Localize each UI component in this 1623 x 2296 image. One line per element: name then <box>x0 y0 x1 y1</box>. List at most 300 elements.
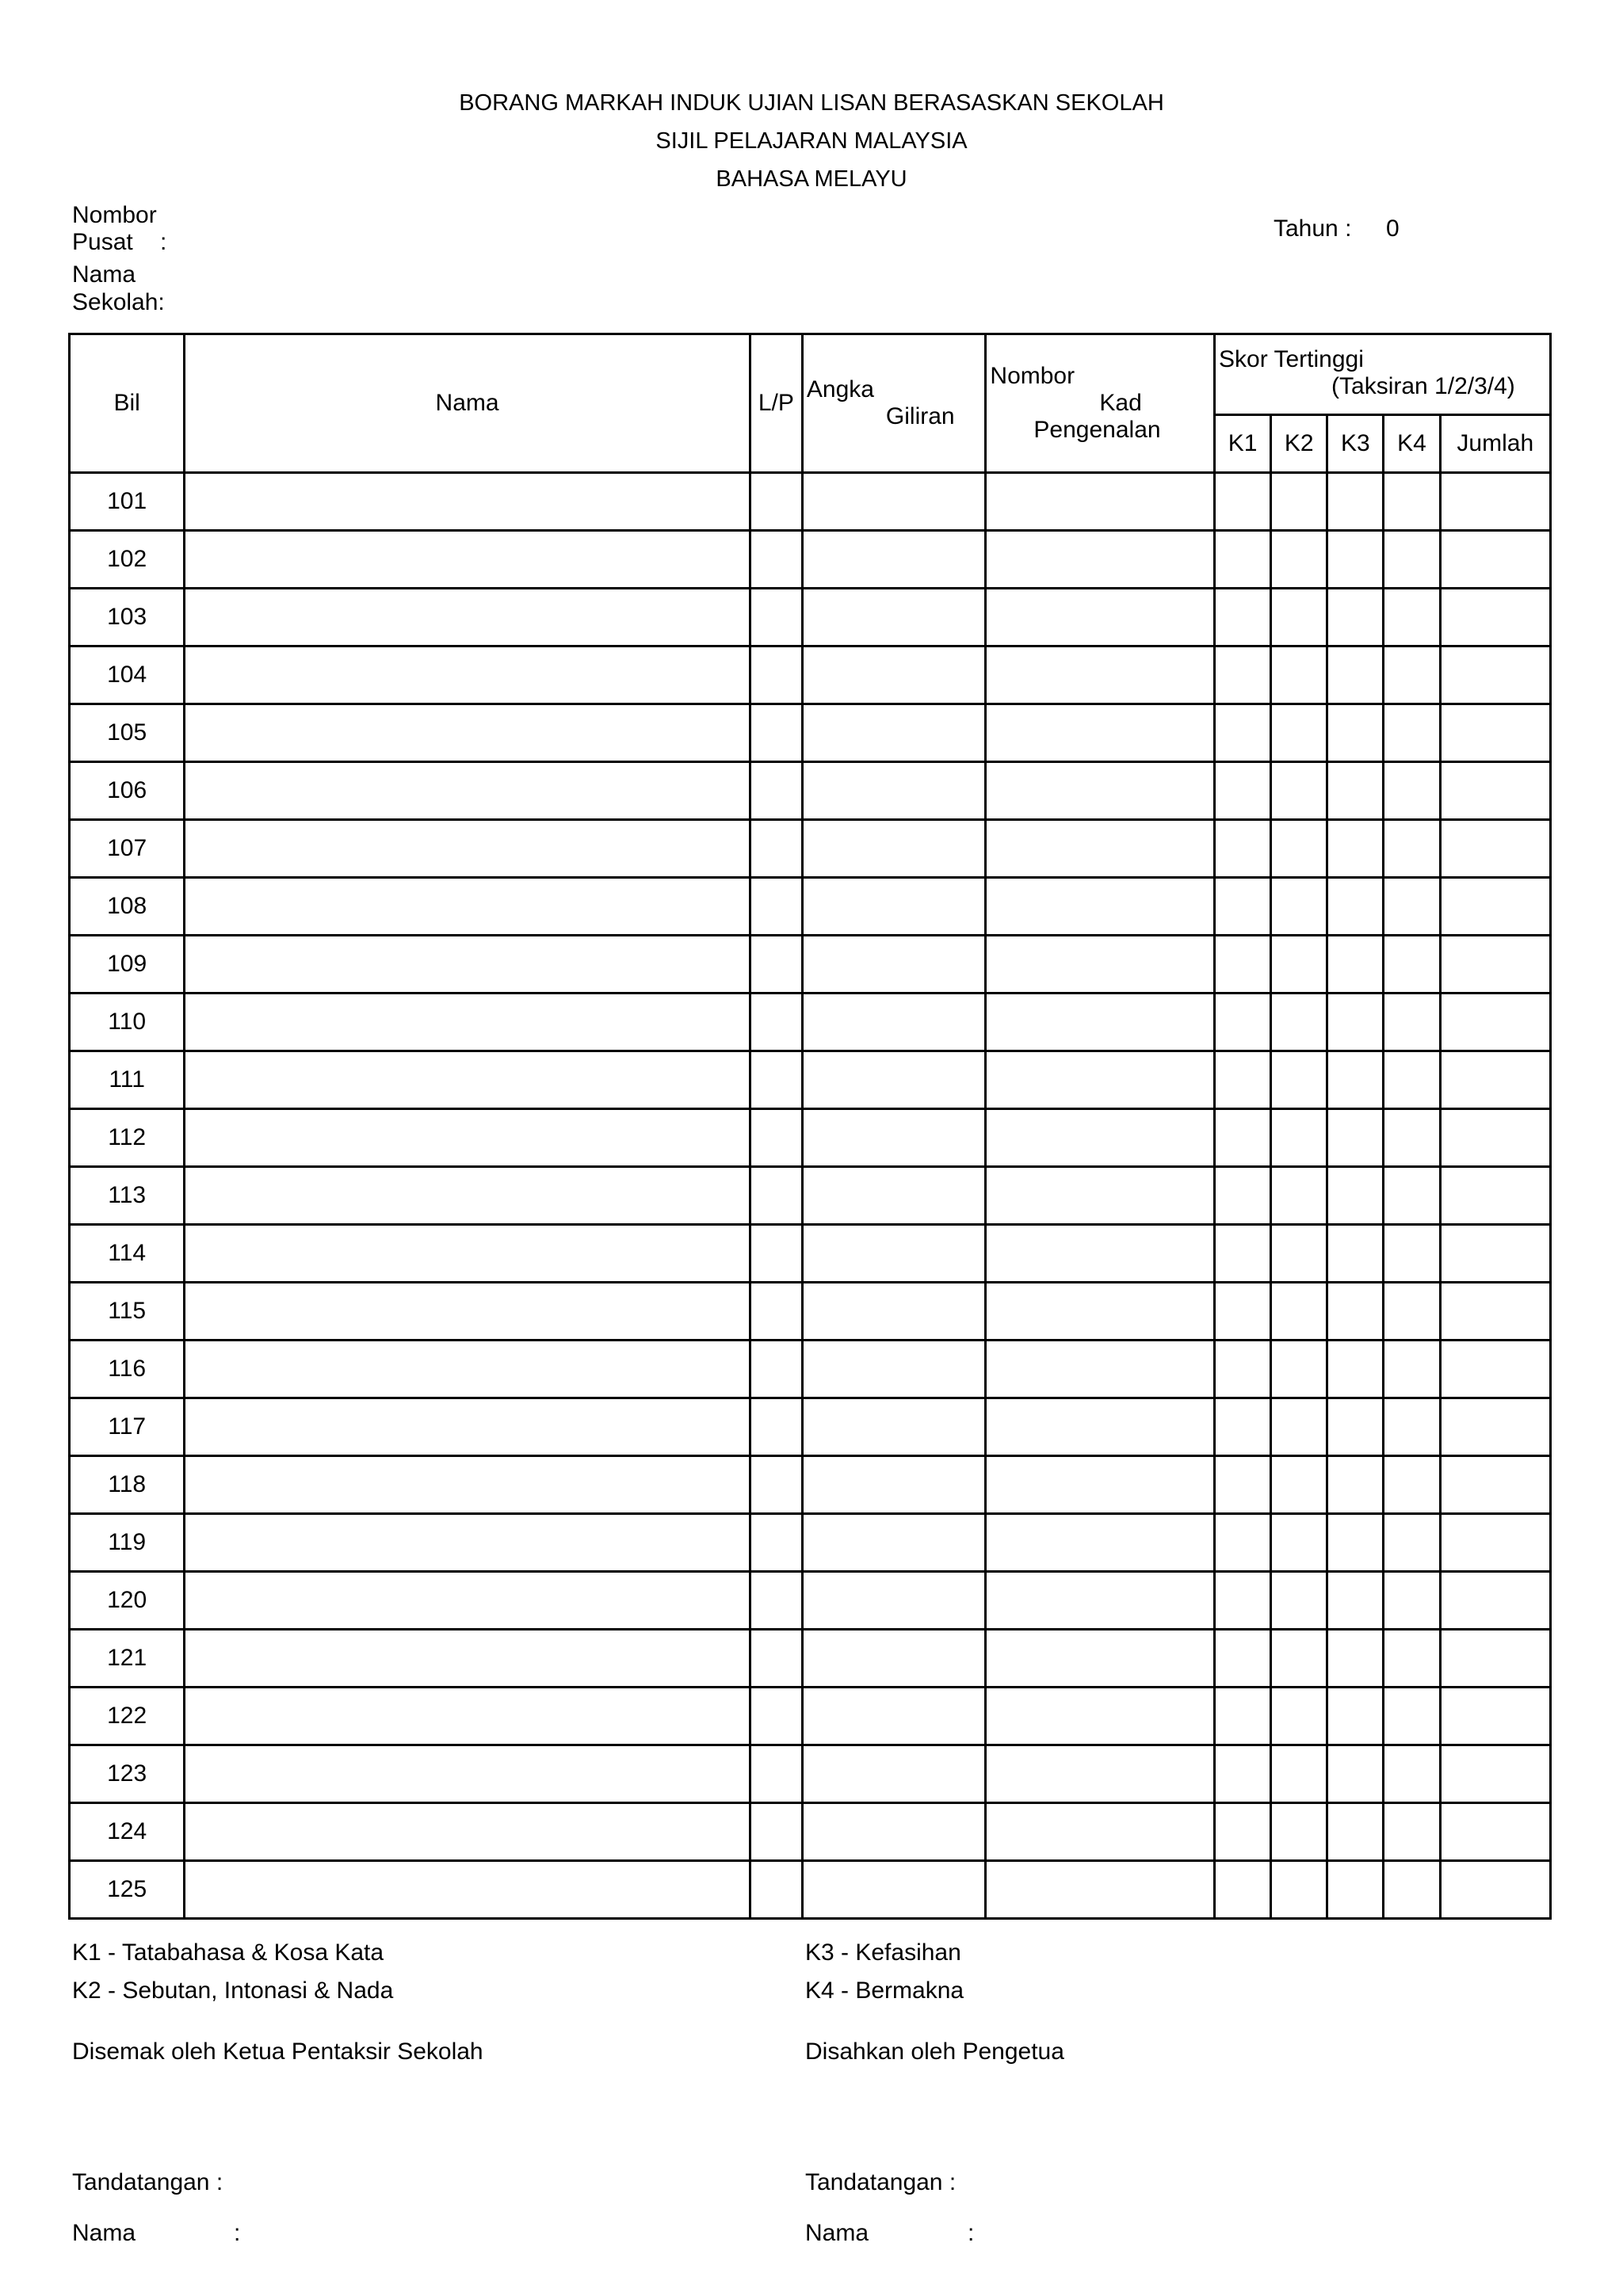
k3-cell[interactable] <box>1327 820 1384 878</box>
angka-giliran-cell[interactable] <box>802 1572 985 1630</box>
lp-cell[interactable] <box>750 1398 802 1456</box>
angka-giliran-cell[interactable] <box>802 1341 985 1398</box>
bil-cell: 106 <box>70 762 185 820</box>
header-kad: Kad <box>1099 390 1142 416</box>
jumlah-cell[interactable] <box>1440 1803 1550 1861</box>
angka-giliran-cell[interactable] <box>802 820 985 878</box>
jumlah-cell[interactable] <box>1440 1051 1550 1109</box>
k2-cell[interactable] <box>1271 762 1327 820</box>
jumlah-cell[interactable] <box>1440 1745 1550 1803</box>
k3-cell[interactable] <box>1327 1109 1384 1167</box>
jumlah-cell[interactable] <box>1440 1398 1550 1456</box>
nama-right-colon: : <box>968 2220 975 2246</box>
nama-cell[interactable] <box>185 878 750 936</box>
jumlah-cell[interactable] <box>1440 1109 1550 1167</box>
nama-cell[interactable] <box>185 1283 750 1341</box>
k3-cell[interactable] <box>1327 762 1384 820</box>
bil-cell: 104 <box>70 646 185 704</box>
nombor-kad-cell[interactable] <box>986 820 1215 878</box>
angka-giliran-cell[interactable] <box>802 1803 985 1861</box>
bil-cell: 117 <box>70 1398 185 1456</box>
angka-giliran-cell[interactable] <box>802 1051 985 1109</box>
lp-cell[interactable] <box>750 1861 802 1919</box>
jumlah-cell[interactable] <box>1440 936 1550 994</box>
k4-cell[interactable] <box>1384 1514 1440 1572</box>
table-row <box>70 1514 1551 1572</box>
header-lp: L/P <box>750 334 802 473</box>
table-row <box>70 1803 1551 1861</box>
k1-cell[interactable] <box>1215 1283 1271 1341</box>
k2-cell[interactable] <box>1271 820 1327 878</box>
nama-cell[interactable] <box>185 1572 750 1630</box>
jumlah-cell[interactable] <box>1440 531 1550 589</box>
bil-cell: 102 <box>70 531 185 589</box>
k4-cell[interactable] <box>1384 1745 1440 1803</box>
k4-cell[interactable] <box>1384 1688 1440 1745</box>
k2-cell[interactable] <box>1271 1514 1327 1572</box>
nombor-kad-cell[interactable] <box>986 589 1215 646</box>
nombor-kad-cell[interactable] <box>986 1745 1215 1803</box>
lp-cell[interactable] <box>750 1745 802 1803</box>
nama-cell[interactable] <box>185 704 750 762</box>
lp-cell[interactable] <box>750 531 802 589</box>
jumlah-cell[interactable] <box>1440 646 1550 704</box>
bil-cell: 119 <box>70 1514 185 1572</box>
lp-cell[interactable] <box>750 704 802 762</box>
jumlah-cell[interactable] <box>1440 1572 1550 1630</box>
header-jumlah: Jumlah <box>1440 415 1550 473</box>
k3-cell[interactable] <box>1327 1803 1384 1861</box>
k2-cell[interactable] <box>1271 1572 1327 1630</box>
nombor-kad-cell[interactable] <box>986 1630 1215 1688</box>
k2-cell[interactable] <box>1271 646 1327 704</box>
header-angka-giliran <box>802 334 985 473</box>
k1-cell[interactable] <box>1215 531 1271 589</box>
k2-cell[interactable] <box>1271 1803 1327 1861</box>
bil-cell: 101 <box>70 473 185 531</box>
nombor-kad-cell[interactable] <box>986 704 1215 762</box>
nombor-kad-cell[interactable] <box>986 1861 1215 1919</box>
k2-cell[interactable] <box>1271 1456 1327 1514</box>
k3-cell[interactable] <box>1327 1225 1384 1283</box>
k3-cell[interactable] <box>1327 589 1384 646</box>
k3-cell[interactable] <box>1327 1051 1384 1109</box>
k3-cell[interactable] <box>1327 1456 1384 1514</box>
nombor-kad-cell[interactable] <box>986 1572 1215 1630</box>
angka-giliran-cell[interactable] <box>802 589 985 646</box>
nama-cell[interactable] <box>185 1167 750 1225</box>
k2-cell[interactable] <box>1271 1398 1327 1456</box>
nama-cell[interactable] <box>185 531 750 589</box>
k4-cell[interactable] <box>1384 1456 1440 1514</box>
k2-cell[interactable] <box>1271 1688 1327 1745</box>
angka-giliran-cell[interactable] <box>802 878 985 936</box>
nama-label: Nama <box>72 261 136 288</box>
angka-giliran-cell[interactable] <box>802 1861 985 1919</box>
k2-cell[interactable] <box>1271 473 1327 531</box>
pusat-colon: : <box>160 229 167 255</box>
k4-cell[interactable] <box>1384 1803 1440 1861</box>
bil-cell: 107 <box>70 820 185 878</box>
k3-cell[interactable] <box>1327 1630 1384 1688</box>
bil-cell: 123 <box>70 1745 185 1803</box>
bil-cell: 118 <box>70 1456 185 1514</box>
k1-cell[interactable] <box>1215 589 1271 646</box>
lp-cell[interactable] <box>750 1514 802 1572</box>
k3-cell[interactable] <box>1327 473 1384 531</box>
nama-cell[interactable] <box>185 589 750 646</box>
k1-cell[interactable] <box>1215 994 1271 1051</box>
k1-cell[interactable] <box>1215 762 1271 820</box>
k4-cell[interactable] <box>1384 820 1440 878</box>
angka-giliran-cell[interactable] <box>802 1456 985 1514</box>
table-row <box>70 1051 1551 1109</box>
jumlah-cell[interactable] <box>1440 1167 1550 1225</box>
nama-cell[interactable] <box>185 820 750 878</box>
k1-cell[interactable] <box>1215 646 1271 704</box>
angka-giliran-cell[interactable] <box>802 531 985 589</box>
angka-giliran-cell[interactable] <box>802 473 985 531</box>
k1-cell[interactable] <box>1215 1745 1271 1803</box>
lp-cell[interactable] <box>750 1803 802 1861</box>
bil-cell: 115 <box>70 1283 185 1341</box>
form-title: BORANG MARKAH INDUK UJIAN LISAN BERASASKAN SEKOLAH <box>459 90 1164 116</box>
tandatangan-right-label: Tandatangan : <box>805 2169 957 2195</box>
k4-cell[interactable] <box>1384 1283 1440 1341</box>
pusat-label: Pusat <box>72 229 133 255</box>
form-subject: BAHASA MELAYU <box>716 166 907 192</box>
nama-cell[interactable] <box>185 1861 750 1919</box>
k3-cell[interactable] <box>1327 936 1384 994</box>
angka-giliran-cell[interactable] <box>802 762 985 820</box>
k4-cell[interactable] <box>1384 1572 1440 1630</box>
legend-k2: K2 - Sebutan, Intonasi & Nada <box>72 1978 394 2004</box>
bil-cell: 103 <box>70 589 185 646</box>
nombor-kad-cell[interactable] <box>986 1341 1215 1398</box>
k3-cell[interactable] <box>1327 994 1384 1051</box>
bil-cell: 112 <box>70 1109 185 1167</box>
jumlah-cell[interactable] <box>1440 820 1550 878</box>
jumlah-cell[interactable] <box>1440 1688 1550 1745</box>
bil-cell: 110 <box>70 994 185 1051</box>
k1-cell[interactable] <box>1215 1398 1271 1456</box>
angka-giliran-cell[interactable] <box>802 704 985 762</box>
legend-k1: K1 - Tatabahasa & Kosa Kata <box>72 1939 384 1966</box>
angka-giliran-cell[interactable] <box>802 1109 985 1167</box>
header-nombor: Nombor <box>990 363 1075 389</box>
lp-cell[interactable] <box>750 1341 802 1398</box>
k4-cell[interactable] <box>1384 1225 1440 1283</box>
k1-cell[interactable] <box>1215 1167 1271 1225</box>
k2-cell[interactable] <box>1271 1051 1327 1109</box>
nama-cell[interactable] <box>185 762 750 820</box>
k1-cell[interactable] <box>1215 1688 1271 1745</box>
k4-cell[interactable] <box>1384 1109 1440 1167</box>
disahkan-label: Disahkan oleh Pengetua <box>805 2039 1064 2065</box>
lp-cell[interactable] <box>750 1688 802 1745</box>
table-row <box>70 1167 1551 1225</box>
nama-left-label: Nama <box>72 2220 136 2246</box>
table-row <box>70 1398 1551 1456</box>
table-row <box>70 936 1551 994</box>
nombor-kad-cell[interactable] <box>986 1051 1215 1109</box>
k2-cell[interactable] <box>1271 1341 1327 1398</box>
jumlah-cell[interactable] <box>1440 994 1550 1051</box>
bil-cell: 108 <box>70 878 185 936</box>
nombor-kad-cell[interactable] <box>986 1283 1215 1341</box>
nama-cell[interactable] <box>185 1456 750 1514</box>
nombor-kad-cell[interactable] <box>986 1109 1215 1167</box>
nombor-kad-cell[interactable] <box>986 936 1215 994</box>
k3-cell[interactable] <box>1327 1167 1384 1225</box>
angka-giliran-cell[interactable] <box>802 994 985 1051</box>
k3-cell[interactable] <box>1327 704 1384 762</box>
lp-cell[interactable] <box>750 589 802 646</box>
jumlah-cell[interactable] <box>1440 1225 1550 1283</box>
lp-cell[interactable] <box>750 1051 802 1109</box>
lp-cell[interactable] <box>750 1572 802 1630</box>
angka-giliran-cell[interactable] <box>802 1630 985 1688</box>
nama-cell[interactable] <box>185 1398 750 1456</box>
legend-k4: K4 - Bermakna <box>805 1978 964 2004</box>
k4-cell[interactable] <box>1384 878 1440 936</box>
table-row <box>70 1225 1551 1283</box>
k1-cell[interactable] <box>1215 1630 1271 1688</box>
table-row <box>70 1109 1551 1167</box>
angka-giliran-cell[interactable] <box>802 1745 985 1803</box>
header-k3: K3 <box>1327 415 1384 473</box>
table-row <box>70 1341 1551 1398</box>
k4-cell[interactable] <box>1384 473 1440 531</box>
bil-cell: 105 <box>70 704 185 762</box>
angka-giliran-cell[interactable] <box>802 1225 985 1283</box>
lp-cell[interactable] <box>750 1630 802 1688</box>
k3-cell[interactable] <box>1327 1688 1384 1745</box>
jumlah-cell[interactable] <box>1440 1514 1550 1572</box>
k2-cell[interactable] <box>1271 1225 1327 1283</box>
k1-cell[interactable] <box>1215 704 1271 762</box>
k4-cell[interactable] <box>1384 1341 1440 1398</box>
k1-cell[interactable] <box>1215 878 1271 936</box>
nama-cell[interactable] <box>185 1803 750 1861</box>
k4-cell[interactable] <box>1384 646 1440 704</box>
angka-giliran-cell[interactable] <box>802 1283 985 1341</box>
bil-cell: 125 <box>70 1861 185 1919</box>
table-row <box>70 994 1551 1051</box>
angka-giliran-cell[interactable] <box>802 646 985 704</box>
bil-cell: 120 <box>70 1572 185 1630</box>
table-row <box>70 531 1551 589</box>
k1-cell[interactable] <box>1215 936 1271 994</box>
k4-cell[interactable] <box>1384 994 1440 1051</box>
k1-cell[interactable] <box>1215 473 1271 531</box>
nama-cell[interactable] <box>185 1688 750 1745</box>
tandatangan-left-label: Tandatangan : <box>72 2169 223 2195</box>
nombor-kad-cell[interactable] <box>986 1167 1215 1225</box>
k4-cell[interactable] <box>1384 1051 1440 1109</box>
nama-cell[interactable] <box>185 1514 750 1572</box>
bil-cell: 122 <box>70 1688 185 1745</box>
nama-right-label: Nama <box>805 2220 869 2246</box>
angka-giliran-cell[interactable] <box>802 1514 985 1572</box>
header-k4: K4 <box>1384 415 1440 473</box>
nama-cell[interactable] <box>185 473 750 531</box>
k3-cell[interactable] <box>1327 1283 1384 1341</box>
nombor-kad-cell[interactable] <box>986 1514 1215 1572</box>
nama-cell[interactable] <box>185 1225 750 1283</box>
k3-cell[interactable] <box>1327 646 1384 704</box>
k4-cell[interactable] <box>1384 531 1440 589</box>
table-row <box>70 1630 1551 1688</box>
k2-cell[interactable] <box>1271 1861 1327 1919</box>
angka-giliran-cell[interactable] <box>802 936 985 994</box>
bil-cell: 113 <box>70 1167 185 1225</box>
nombor-kad-cell[interactable] <box>986 473 1215 531</box>
k1-cell[interactable] <box>1215 1225 1271 1283</box>
k4-cell[interactable] <box>1384 762 1440 820</box>
k2-cell[interactable] <box>1271 1109 1327 1167</box>
lp-cell[interactable] <box>750 820 802 878</box>
jumlah-cell[interactable] <box>1440 762 1550 820</box>
nama-cell[interactable] <box>185 1109 750 1167</box>
k4-cell[interactable] <box>1384 1167 1440 1225</box>
table-row <box>70 704 1551 762</box>
nombor-kad-cell[interactable] <box>986 1803 1215 1861</box>
bil-cell: 114 <box>70 1225 185 1283</box>
k3-cell[interactable] <box>1327 1861 1384 1919</box>
k3-cell[interactable] <box>1327 1572 1384 1630</box>
legend-k3: K3 - Kefasihan <box>805 1939 961 1966</box>
k3-cell[interactable] <box>1327 1398 1384 1456</box>
k2-cell[interactable] <box>1271 531 1327 589</box>
header-k1: K1 <box>1215 415 1271 473</box>
k4-cell[interactable] <box>1384 1630 1440 1688</box>
k2-cell[interactable] <box>1271 589 1327 646</box>
header-taksiran: (Taksiran 1/2/3/4) <box>1331 373 1515 399</box>
table-row <box>70 1456 1551 1514</box>
nama-cell[interactable] <box>185 994 750 1051</box>
nombor-kad-cell[interactable] <box>986 994 1215 1051</box>
nombor-kad-cell[interactable] <box>986 762 1215 820</box>
k2-cell[interactable] <box>1271 1630 1327 1688</box>
nombor-kad-cell[interactable] <box>986 1456 1215 1514</box>
lp-cell[interactable] <box>750 1167 802 1225</box>
nombor-kad-cell[interactable] <box>986 1688 1215 1745</box>
nombor-kad-cell[interactable] <box>986 878 1215 936</box>
k3-cell[interactable] <box>1327 1341 1384 1398</box>
k4-cell[interactable] <box>1384 1398 1440 1456</box>
lp-cell[interactable] <box>750 646 802 704</box>
header-bil: Bil <box>70 334 185 473</box>
nama-cell[interactable] <box>185 1745 750 1803</box>
lp-cell[interactable] <box>750 1456 802 1514</box>
jumlah-cell[interactable] <box>1440 878 1550 936</box>
header-skor-tertinggi <box>1215 334 1551 415</box>
header-angka: Angka <box>806 376 874 402</box>
k2-cell[interactable] <box>1271 1283 1327 1341</box>
k3-cell[interactable] <box>1327 878 1384 936</box>
k2-cell[interactable] <box>1271 1167 1327 1225</box>
k4-cell[interactable] <box>1384 589 1440 646</box>
jumlah-cell[interactable] <box>1440 473 1550 531</box>
lp-cell[interactable] <box>750 1225 802 1283</box>
nama-cell[interactable] <box>185 1630 750 1688</box>
marks-table <box>68 333 1552 1920</box>
k1-cell[interactable] <box>1215 1803 1271 1861</box>
lp-cell[interactable] <box>750 878 802 936</box>
nombor-kad-cell[interactable] <box>986 1225 1215 1283</box>
table-body <box>70 473 1551 1919</box>
jumlah-cell[interactable] <box>1440 1456 1550 1514</box>
k1-cell[interactable] <box>1215 1456 1271 1514</box>
lp-cell[interactable] <box>750 762 802 820</box>
jumlah-cell[interactable] <box>1440 704 1550 762</box>
nombor-kad-cell[interactable] <box>986 646 1215 704</box>
jumlah-cell[interactable] <box>1440 1861 1550 1919</box>
k3-cell[interactable] <box>1327 1514 1384 1572</box>
k2-cell[interactable] <box>1271 878 1327 936</box>
nama-cell[interactable] <box>185 646 750 704</box>
k1-cell[interactable] <box>1215 1051 1271 1109</box>
nombor-kad-cell[interactable] <box>986 531 1215 589</box>
k1-cell[interactable] <box>1215 1861 1271 1919</box>
k2-cell[interactable] <box>1271 936 1327 994</box>
k2-cell[interactable] <box>1271 994 1327 1051</box>
nama-cell[interactable] <box>185 1051 750 1109</box>
angka-giliran-cell[interactable] <box>802 1688 985 1745</box>
lp-cell[interactable] <box>750 473 802 531</box>
header-k2: K2 <box>1271 415 1327 473</box>
jumlah-cell[interactable] <box>1440 1341 1550 1398</box>
table-row <box>70 1861 1551 1919</box>
bil-cell: 109 <box>70 936 185 994</box>
angka-giliran-cell[interactable] <box>802 1398 985 1456</box>
jumlah-cell[interactable] <box>1440 1630 1550 1688</box>
table-row <box>70 646 1551 704</box>
disemak-label: Disemak oleh Ketua Pentaksir Sekolah <box>72 2039 483 2065</box>
k3-cell[interactable] <box>1327 531 1384 589</box>
k1-cell[interactable] <box>1215 1109 1271 1167</box>
lp-cell[interactable] <box>750 1109 802 1167</box>
angka-giliran-cell[interactable] <box>802 1167 985 1225</box>
k2-cell[interactable] <box>1271 704 1327 762</box>
jumlah-cell[interactable] <box>1440 589 1550 646</box>
nombor-kad-cell[interactable] <box>986 1398 1215 1456</box>
header-nama: Nama <box>185 334 750 473</box>
table-row <box>70 878 1551 936</box>
lp-cell[interactable] <box>750 1283 802 1341</box>
k1-cell[interactable] <box>1215 1572 1271 1630</box>
k4-cell[interactable] <box>1384 1861 1440 1919</box>
k1-cell[interactable] <box>1215 1514 1271 1572</box>
k4-cell[interactable] <box>1384 936 1440 994</box>
nama-cell[interactable] <box>185 1341 750 1398</box>
table-row <box>70 473 1551 531</box>
k3-cell[interactable] <box>1327 1745 1384 1803</box>
k4-cell[interactable] <box>1384 704 1440 762</box>
table-row <box>70 1745 1551 1803</box>
k1-cell[interactable] <box>1215 820 1271 878</box>
lp-cell[interactable] <box>750 936 802 994</box>
nama-cell[interactable] <box>185 936 750 994</box>
jumlah-cell[interactable] <box>1440 1283 1550 1341</box>
lp-cell[interactable] <box>750 994 802 1051</box>
form-subtitle: SIJIL PELAJARAN MALAYSIA <box>655 128 968 154</box>
k1-cell[interactable] <box>1215 1341 1271 1398</box>
tahun-value: 0 <box>1386 215 1400 242</box>
header-skor: Skor Tertinggi <box>1219 346 1364 372</box>
k2-cell[interactable] <box>1271 1745 1327 1803</box>
